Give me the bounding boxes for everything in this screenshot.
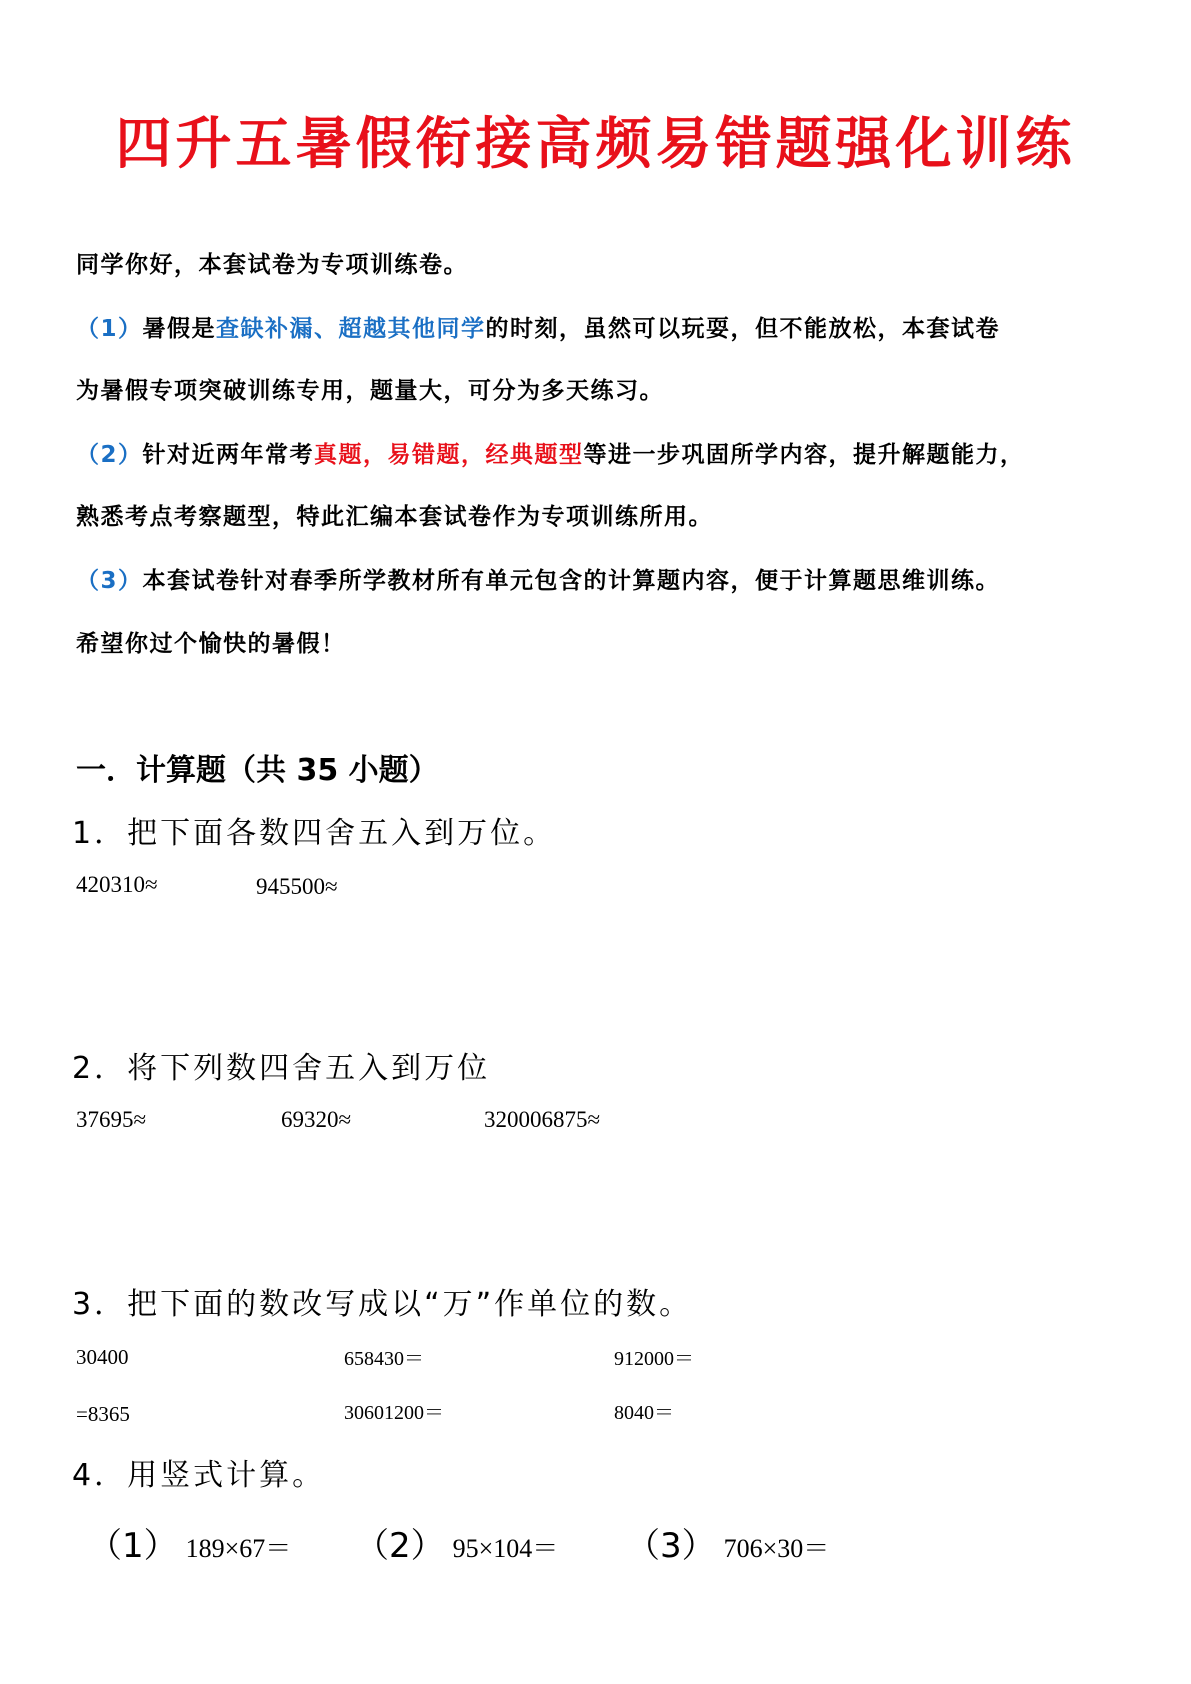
- intro-closing: 希望你过个愉快的暑假！: [76, 631, 346, 657]
- q4-item: [626, 1518, 829, 1567]
- expression: 706×30＝: [723, 1534, 830, 1563]
- section-heading: 一．计算题（共 35 小题）: [76, 753, 439, 788]
- expression: 189×67＝: [185, 1534, 292, 1563]
- q4-item: [88, 1518, 291, 1567]
- text: 暑假是: [142, 316, 217, 342]
- highlight-text: 查缺补漏、超越其他同学: [216, 316, 486, 342]
- q3-item: 658430＝: [344, 1348, 424, 1370]
- intro-greeting: 同学你好，本套试卷为专项训练卷。: [76, 252, 468, 278]
- intro-paragraph-3: [76, 562, 1000, 595]
- q2-item: 69320≈: [281, 1107, 352, 1132]
- text: 针对近两年常考: [142, 442, 315, 468]
- q1-item: 945500≈: [256, 874, 338, 899]
- highlight-text: 真题，易错题，经典题型: [314, 442, 584, 468]
- text: 本套试卷针对春季所学教材所有单元包含的计算题内容，便于计算题思维训练。: [142, 568, 1001, 594]
- intro-paragraph-1-cont: 为暑假专项突破训练专用，题量大，可分为多天练习。: [76, 378, 664, 404]
- item-number: （3）: [76, 568, 143, 594]
- question-1-title: 1．把下面各数四舍五入到万位。: [72, 816, 557, 851]
- q3-item: =8365: [76, 1402, 130, 1426]
- q4-item: [355, 1518, 558, 1567]
- intro-paragraph-2-cont: 熟悉考点考察题型，特此汇编本套试卷作为专项训练所用。: [76, 504, 713, 530]
- item-number: （1）: [88, 1526, 178, 1566]
- intro-paragraph-1: [76, 310, 1000, 343]
- item-number: （2）: [76, 442, 143, 468]
- item-number: （2）: [355, 1526, 445, 1566]
- text: 等进一步巩固所学内容，提升解题能力，: [583, 442, 1025, 468]
- expression: 95×104＝: [452, 1534, 559, 1563]
- q3-item: 30601200＝: [344, 1402, 444, 1424]
- q1-item: 420310≈: [76, 872, 158, 897]
- item-number: （3）: [626, 1526, 716, 1566]
- question-2-title: 2．将下列数四舍五入到万位: [72, 1051, 491, 1086]
- text: 的时刻，虽然可以玩耍，但不能放松，本套试卷: [485, 316, 1001, 342]
- question-3-title: 3．把下面的数改写成以“万”作单位的数。: [72, 1287, 693, 1322]
- q2-item: 320006875≈: [484, 1107, 601, 1132]
- item-number: （1）: [76, 316, 143, 342]
- q2-item: 37695≈: [76, 1107, 147, 1132]
- q3-item: 8040＝: [614, 1402, 674, 1424]
- document-title: 四升五暑假衔接高频易错题强化训练: [115, 111, 1076, 177]
- intro-paragraph-2: [76, 436, 1025, 469]
- q3-item: 912000＝: [614, 1348, 694, 1370]
- q3-item: 30400: [76, 1345, 129, 1369]
- question-4-title: 4．用竖式计算。: [72, 1458, 326, 1493]
